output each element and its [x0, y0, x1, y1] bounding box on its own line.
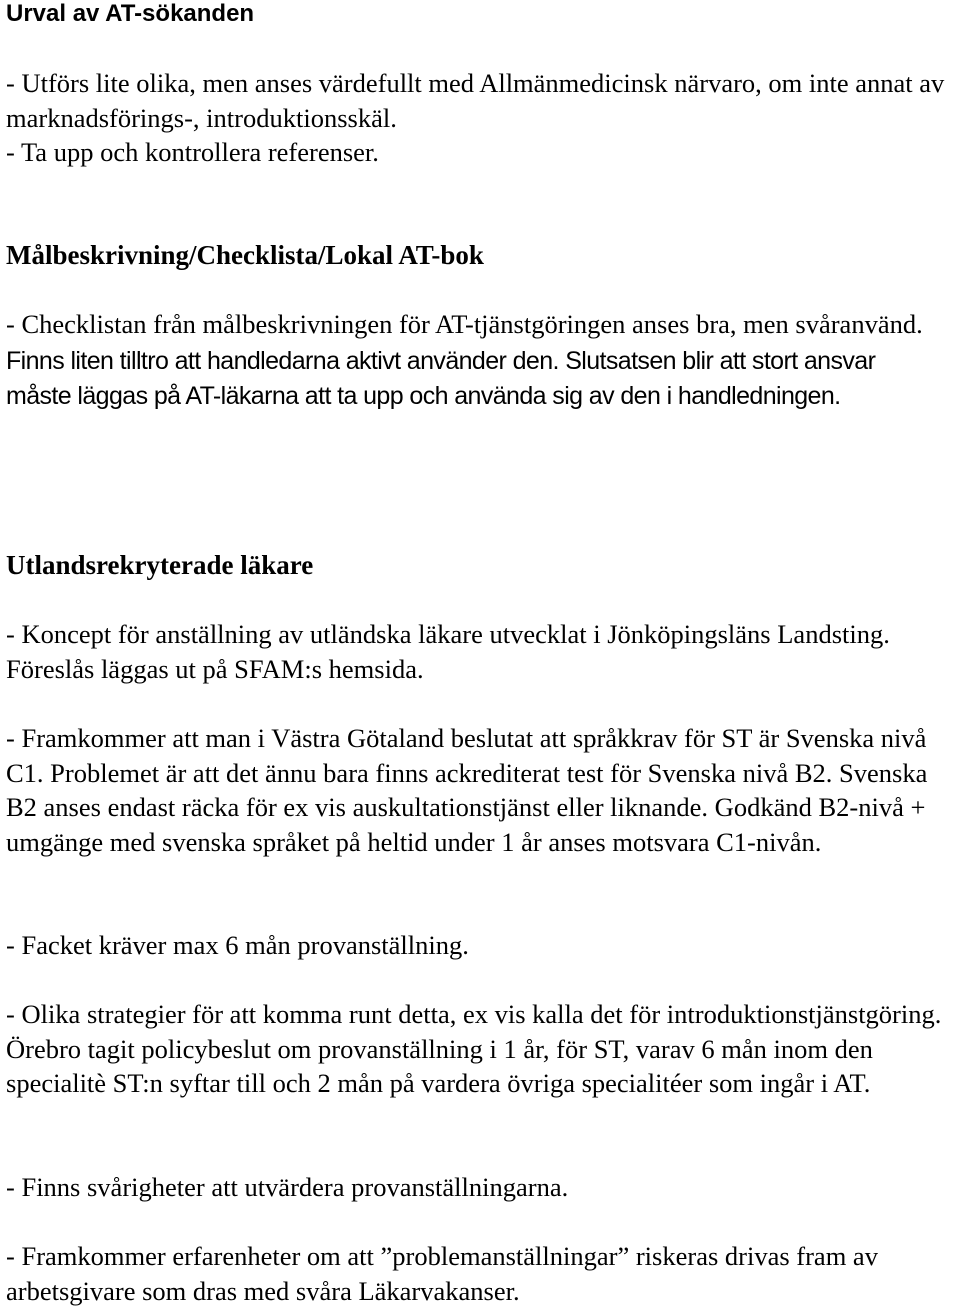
paragraph-checklista-serif-part: - Checklistan från målbeskrivningen för AT-tjänstgöringen anses bra, men svåranvänd. [6, 309, 923, 339]
paragraph-erfarenheter: - Framkommer erfarenheter om att ”problemanställningar” riskeras drivas fram av arbetsgivare som dras med svåra Läkarvakanser. [6, 1241, 878, 1306]
paragraph-checklista [6, 307, 936, 414]
paragraph-facket: - Facket kräver max 6 mån provanställning. [6, 930, 469, 960]
section-heading-urval: Urval av AT-sökanden [6, 0, 255, 27]
paragraph-urval-2: - Ta upp och kontrollera referenser. [6, 137, 379, 167]
section-heading-utlandsrekryterade: Utlandsrekryterade läkare [6, 550, 314, 580]
paragraph-strategier: - Olika strategier för att komma runt detta, ex vis kalla det för introduktionstjänstgöring. Örebro tagit policybeslut om provanställning i 1 år, för ST, varav 6 mån inom den specialitè ST:n syftar till och 2 mån på vardera övriga specialitéer som ingår i AT. [6, 999, 942, 1098]
paragraph-urval-1: - Utförs lite olika, men anses värdefullt med Allmänmedicinsk närvaro, om inte annat av marknadsförings-, introduktionsskäl. [6, 68, 945, 133]
paragraph-svarigheter: - Finns svårigheter att utvärdera provanställningarna. [6, 1172, 569, 1202]
paragraph-sprakkrav: - Framkommer att man i Västra Götaland beslutat att språkkrav för ST är Svenska nivå C1. Problemet är att det ännu bara finns ackrediterat test för Svenska nivå B2. Svenska B2 anses endast räcka för ex vis auskultationstjänst eller liknande. Godkänd B2-nivå + umgänge med svenska språket på heltid under 1 år anses motsvara C1-nivån. [6, 723, 928, 857]
section-heading-malbeskrivning: Målbeskrivning/Checklista/Lokal AT-bok [6, 240, 484, 270]
paragraph-koncept: - Koncept för anställning av utländska läkare utvecklat i Jönköpingsläns Landsting. Föreslås läggas ut på SFAM:s hemsida. [6, 619, 890, 684]
paragraph-checklista-sans-part: Finns liten tilltro att handledarna aktivt använder den. Slutsatsen blir att stort ansvar måste läggas på AT-läkarna att ta upp och använda sig av den i handledningen. [6, 346, 876, 410]
